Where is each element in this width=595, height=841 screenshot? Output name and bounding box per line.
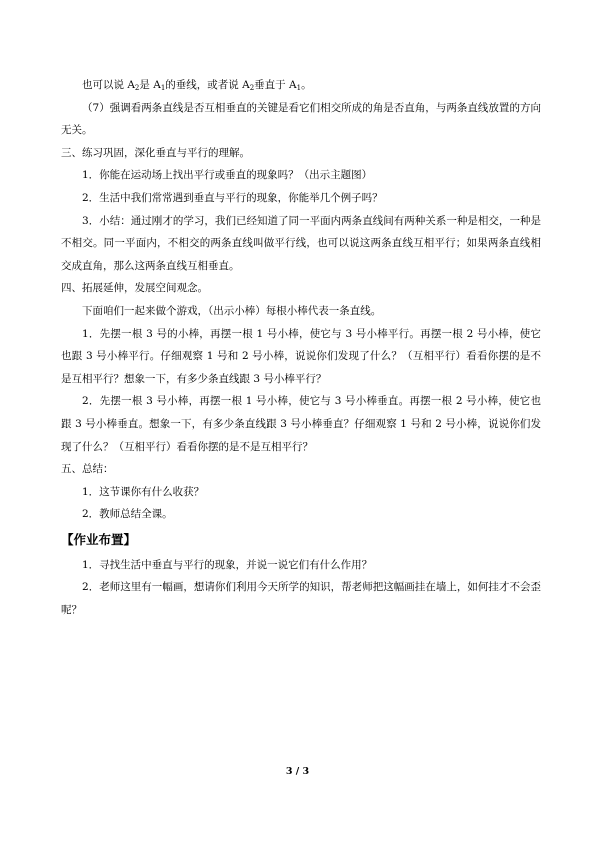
section-5-title: 五、总结： [61, 463, 114, 476]
text-run: 的垂线，或者说 A [165, 79, 250, 91]
page-number: 3 / 3 [285, 766, 310, 777]
section-3-item-2: 2．生活中我们常常遇到垂直与平行的现象，你能举几个例子吗？ [82, 191, 383, 204]
text-run: 垂直于 A [254, 79, 297, 91]
paragraph-perpendicular-statement [61, 74, 541, 97]
section-4-intro: 下面咱们一起来做个游戏，（出示小棒）每根小棒代表一条直线。 [82, 304, 382, 317]
section-4-item-2: 2．先摆一根 3 号小棒，再摆一根 1 号小棒，使它与 3 号小棒垂直。再摆一根 2 号小棒，使它也跟 3 号小棒垂直。想象一下，有多少条直线跟 3 号小棒垂直？仔细观察 1 号和 2 号小棒，说说你们发现了什么？（互相平行）看看你摆的是不是互相平行？ [61, 395, 541, 453]
subscript: 1 [160, 84, 166, 92]
paragraph-point-7: （7）强调看两条直线是否互相垂直的关键是看它们相交所成的角是否直角，与两条直线放置的方向无关。 [61, 101, 541, 137]
text-run: 是 A [139, 79, 161, 91]
document-body [61, 74, 541, 622]
section-3-item-3: 3．小结：通过刚才的学习，我们已经知道了同一平面内两条直线间有两种关系一种是相交，一种是不相交。同一平面内，不相交的两条直线叫做平行线，也可以说这两条直线互相平行；如果两条直线相交成直角，那么这两条直线互相垂直。 [61, 214, 541, 272]
section-4-title: 四、拓展延伸，发展空间观念。 [61, 282, 208, 295]
homework-item-2: 2．老师这里有一幅画，想请你们利用今天所学的知识，帮老师把这幅画挂在墙上，如何挂才不会歪呢？ [61, 581, 541, 617]
section-4-item-1: 1．先摆一根 3 号的小棒，再摆一根 1 号小棒，使它与 3 号小棒平行。再摆一根 2 号小棒，使它也跟 3 号小棒平行。仔细观察 1 号和 2 号小棒，说说你们发现了什么？（互相平行）看看你摆的是不是互相平行？想象一下，有多少条直线跟 3 号小棒平行？ [61, 327, 541, 385]
subscript: 2 [249, 84, 255, 92]
subscript: 2 [134, 84, 140, 92]
section-3-item-1: 1．你能在运动场上找出平行或垂直的现象吗？（出示主题图） [82, 169, 373, 182]
section-5-item-1: 1．这节课你有什么收获？ [82, 485, 205, 498]
text-run: 也可以说 A [82, 79, 135, 91]
section-3-title: 三、练习巩固，深化垂直与平行的理解。 [61, 146, 250, 159]
homework-title: 【作业布置】 [61, 531, 137, 547]
subscript: 1 [296, 84, 302, 92]
section-5-item-2: 2．教师总结全课。 [82, 508, 173, 521]
homework-item-1: 1．寻找生活中垂直与平行的现象，并说一说它们有什么作用？ [82, 558, 373, 571]
text-run: 。 [301, 79, 312, 91]
